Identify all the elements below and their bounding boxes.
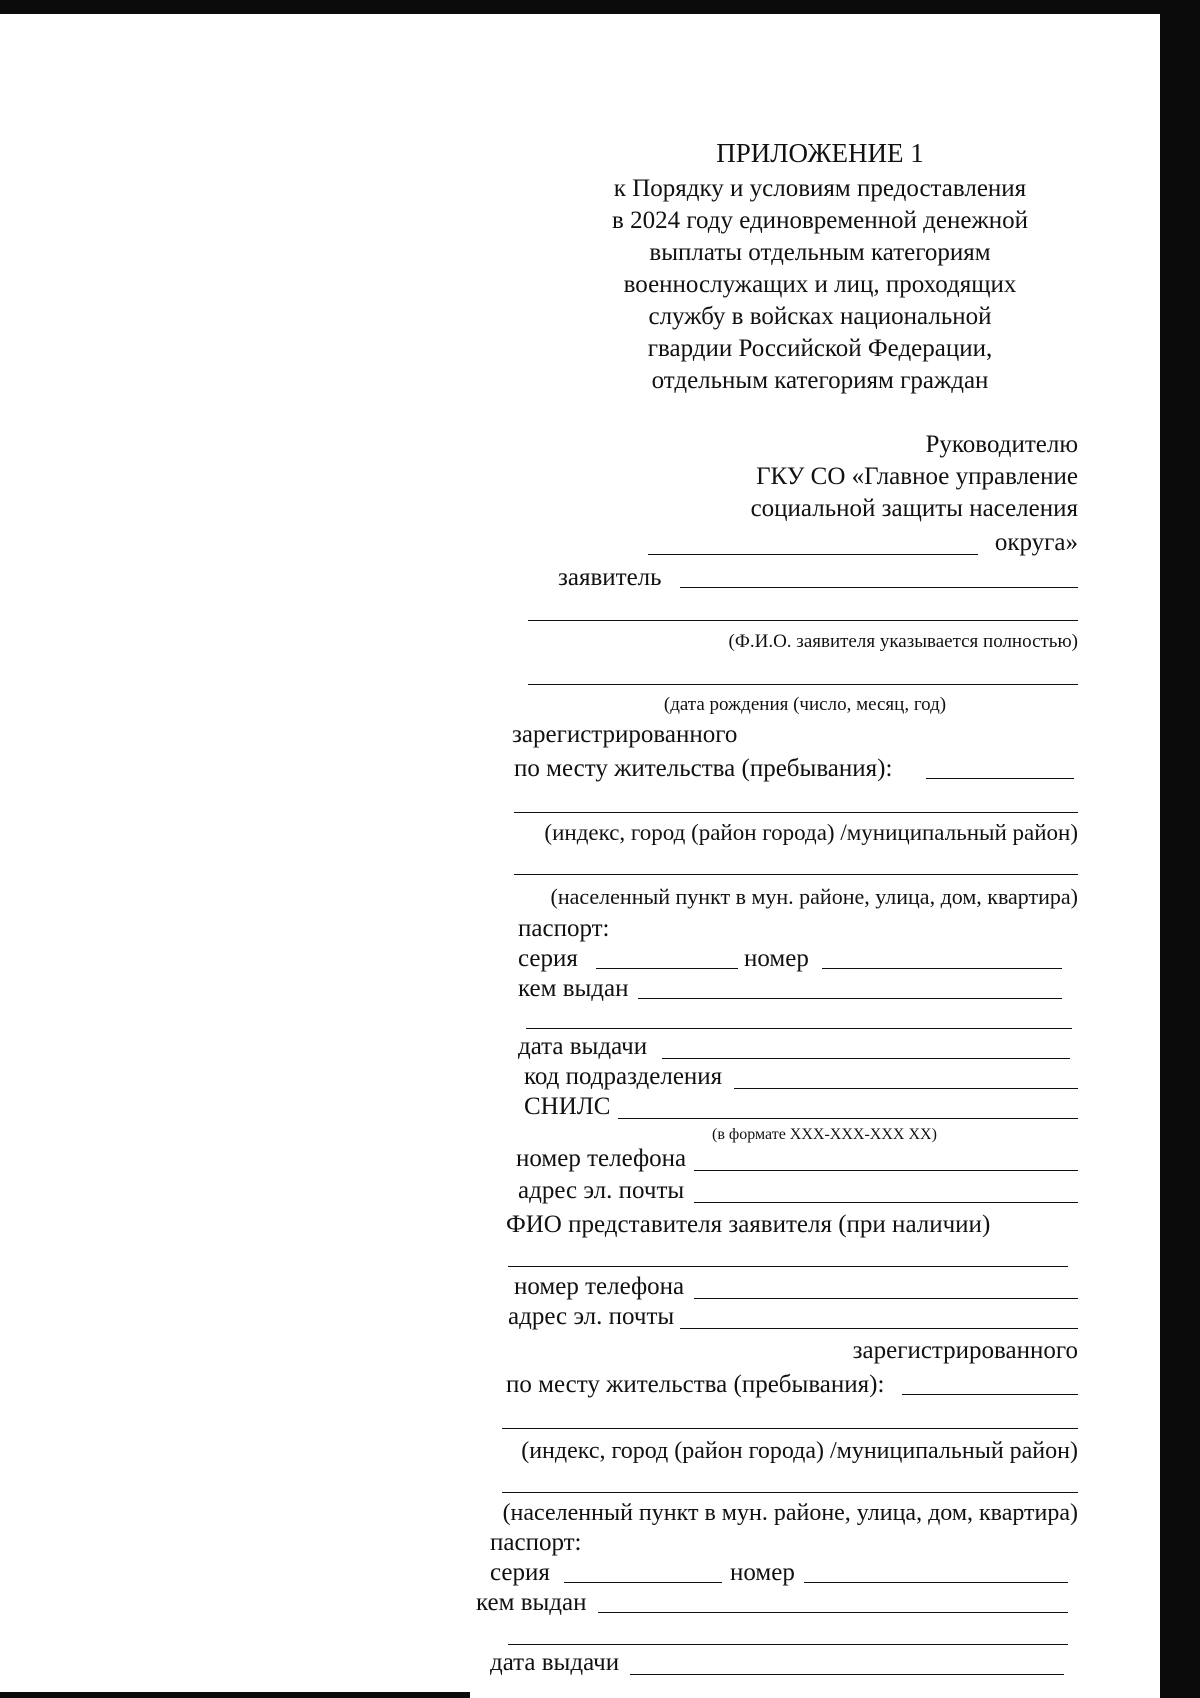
addressee-line: социальной защиты населения xyxy=(750,495,1078,522)
appendix-line: отдельным категориям граждан xyxy=(651,367,989,394)
birth-date-hint: (дата рождения (число, месяц, год) xyxy=(663,694,947,715)
scan-border-right xyxy=(1160,0,1200,1698)
rep-residence-index-field[interactable] xyxy=(502,1428,1078,1429)
applicant-label: заявитель xyxy=(558,564,662,591)
applicant-name-field[interactable] xyxy=(680,587,1078,588)
fio-hint: (Ф.И.О. заявителя указывается полностью) xyxy=(728,631,1078,652)
phone-label: номер телефона xyxy=(516,1145,687,1172)
scan-border-top xyxy=(0,0,1200,14)
rep-issued-by-field-2[interactable] xyxy=(508,1644,1068,1645)
appendix-line: службу в войсках национальной xyxy=(648,303,992,330)
rep-passport-label: паспорт: xyxy=(490,1529,582,1556)
issued-by-field-2[interactable] xyxy=(526,1028,1072,1029)
index-hint: (индекс, город (район города) /муниципальный район) xyxy=(544,820,1078,845)
rep-phone-field[interactable] xyxy=(694,1298,1078,1299)
rep-passport-series-field[interactable] xyxy=(564,1582,722,1583)
residence-locality-field[interactable] xyxy=(514,874,1078,875)
rep-email-field[interactable] xyxy=(680,1328,1078,1329)
appendix-line: к Порядку и условиям предоставления xyxy=(613,175,1027,202)
addressee-line: Руководителю xyxy=(925,431,1078,458)
appendix-line: выплаты отдельным категориям xyxy=(649,239,991,266)
appendix-line: в 2024 году единовременной денежной xyxy=(612,207,1028,234)
issued-by-field[interactable] xyxy=(638,998,1062,999)
residence-field[interactable] xyxy=(926,778,1074,779)
series-label: серия xyxy=(518,945,578,972)
addressee-line: ГКУ СО «Главное управление xyxy=(756,463,1078,490)
rep-residence-label: по месту жительства (пребывания): xyxy=(506,1371,885,1398)
rep-email-label: адрес эл. почты xyxy=(508,1303,675,1330)
rep-residence-locality-field[interactable] xyxy=(502,1492,1078,1493)
rep-issued-by-field[interactable] xyxy=(598,1612,1068,1613)
registered-label: зарегистрированного xyxy=(512,721,738,748)
passport-label: паспорт: xyxy=(518,915,610,942)
residence-index-field[interactable] xyxy=(514,812,1078,813)
rep-passport-number-field[interactable] xyxy=(804,1582,1068,1583)
rep-series-label: серия xyxy=(490,1559,550,1586)
scan-border-bottom xyxy=(0,1692,470,1698)
rep-index-hint: (индекс, город (район города) /муниципальный район) xyxy=(521,1438,1078,1464)
rep-residence-field[interactable] xyxy=(902,1394,1078,1395)
representative-name-field[interactable] xyxy=(508,1266,1068,1267)
snils-label: СНИЛС xyxy=(524,1093,611,1120)
division-code-label: код подразделения xyxy=(524,1063,723,1090)
representative-label: ФИО представителя заявителя (при наличии) xyxy=(506,1211,991,1238)
email-label: адрес эл. почты xyxy=(518,1177,685,1204)
number-label: номер xyxy=(744,945,809,972)
rep-number-label: номер xyxy=(730,1559,795,1586)
passport-number-field[interactable] xyxy=(822,968,1062,969)
issue-date-label: дата выдачи xyxy=(518,1033,648,1060)
addressee-line: округа» xyxy=(994,529,1078,556)
appendix-line: гвардии Российской Федерации, xyxy=(647,335,993,362)
residence-label: по месту жительства (пребывания): xyxy=(514,755,893,782)
locality-hint: (населенный пункт в мун. районе, улица, дом, квартира) xyxy=(550,884,1078,909)
rep-locality-hint: (населенный пункт в мун. районе, улица, дом, квартира) xyxy=(502,1500,1078,1526)
birth-date-field[interactable] xyxy=(528,684,1078,685)
passport-series-field[interactable] xyxy=(596,968,738,969)
snils-field[interactable] xyxy=(618,1118,1078,1119)
email-field[interactable] xyxy=(694,1202,1078,1203)
phone-field[interactable] xyxy=(694,1170,1078,1171)
snils-hint: (в формате ХХХ-ХХХ-ХХХ ХХ) xyxy=(712,1126,937,1143)
rep-registered-label: зарегистрированного xyxy=(852,1337,1078,1364)
issue-date-field[interactable] xyxy=(662,1058,1070,1059)
division-code-field[interactable] xyxy=(734,1088,1078,1089)
rep-phone-label: номер телефона xyxy=(514,1273,685,1300)
appendix-title: ПРИЛОЖЕНИЕ 1 xyxy=(716,138,924,168)
rep-issued-by-label: кем выдан xyxy=(476,1589,587,1616)
issued-by-label: кем выдан xyxy=(518,975,629,1002)
rep-issue-date-field[interactable] xyxy=(630,1674,1064,1675)
appendix-line: военнослужащих и лиц, проходящих xyxy=(623,271,1017,298)
applicant-name-field-2[interactable] xyxy=(528,620,1078,621)
rep-issue-date-label: дата выдачи xyxy=(490,1649,620,1676)
